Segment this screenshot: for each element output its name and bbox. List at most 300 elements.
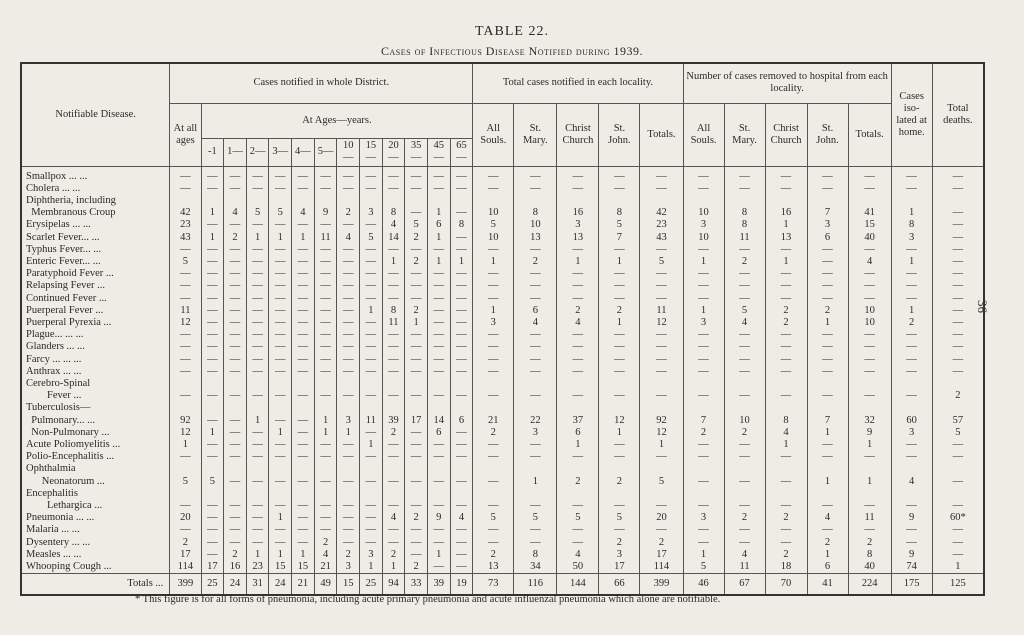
value-cell: 1 <box>640 439 683 451</box>
value-cell <box>807 195 848 207</box>
value-cell: — <box>405 329 428 341</box>
value-cell <box>201 378 224 390</box>
value-cell: — <box>170 451 201 463</box>
value-cell: 40 <box>848 561 891 574</box>
value-cell: 60 <box>891 415 932 427</box>
value-cell: — <box>514 280 557 292</box>
value-cell: — <box>201 219 224 231</box>
value-cell: — <box>382 390 405 402</box>
value-cell: 12 <box>170 427 201 439</box>
value-cell: 1 <box>557 256 599 268</box>
value-cell: — <box>360 329 383 341</box>
value-cell: 70 <box>765 574 807 596</box>
table-row <box>21 537 984 549</box>
value-cell: — <box>224 476 247 488</box>
value-cell: — <box>360 341 383 353</box>
page-number: 36 <box>975 300 990 313</box>
value-cell: — <box>557 341 599 353</box>
value-cell: — <box>405 451 428 463</box>
value-cell: — <box>405 524 428 536</box>
value-cell <box>269 378 292 390</box>
value-cell <box>405 402 428 414</box>
value-cell: — <box>807 451 848 463</box>
value-cell: — <box>337 341 360 353</box>
value-cell: — <box>224 219 247 231</box>
value-cell: — <box>891 293 932 305</box>
table-row <box>21 500 984 512</box>
value-cell: — <box>382 329 405 341</box>
value-cell: — <box>224 305 247 317</box>
value-cell: — <box>269 451 292 463</box>
value-cell: — <box>292 268 315 280</box>
value-cell: — <box>765 537 807 549</box>
value-cell: — <box>807 244 848 256</box>
value-cell: — <box>640 390 683 402</box>
value-cell: 10 <box>473 232 514 244</box>
value-cell: — <box>450 207 473 219</box>
value-cell: — <box>557 390 599 402</box>
value-cell: 24 <box>224 574 247 596</box>
value-cell: — <box>450 268 473 280</box>
value-cell: 17 <box>599 561 640 574</box>
value-cell: — <box>246 293 269 305</box>
value-cell: — <box>427 268 450 280</box>
age-group-header: 20— <box>382 138 405 166</box>
value-cell: — <box>314 366 337 378</box>
value-cell: — <box>724 500 765 512</box>
removed-locality-header: Christ Church <box>765 103 807 166</box>
value-cell: — <box>269 293 292 305</box>
value-cell: 2 <box>932 390 984 402</box>
table-body <box>21 166 984 595</box>
value-cell: — <box>382 476 405 488</box>
total-deaths-header: Total deaths. <box>932 63 984 166</box>
disease-name-cell: Continued Fever ... <box>21 293 170 305</box>
value-cell: 23 <box>170 219 201 231</box>
value-cell: — <box>360 512 383 524</box>
value-cell: — <box>640 341 683 353</box>
value-cell: — <box>640 354 683 366</box>
value-cell: — <box>473 280 514 292</box>
value-cell: 2 <box>724 512 765 524</box>
value-cell: 11 <box>724 561 765 574</box>
value-cell: 4 <box>314 549 337 561</box>
value-cell: — <box>382 354 405 366</box>
value-cell: 15 <box>292 561 315 574</box>
value-cell: — <box>724 166 765 183</box>
value-cell: — <box>557 293 599 305</box>
value-cell: — <box>337 305 360 317</box>
value-cell <box>640 402 683 414</box>
value-cell <box>724 402 765 414</box>
value-cell: — <box>337 166 360 183</box>
value-cell: 114 <box>640 561 683 574</box>
value-cell: 24 <box>269 574 292 596</box>
value-cell: 11 <box>382 317 405 329</box>
value-cell: — <box>314 317 337 329</box>
value-cell: — <box>557 244 599 256</box>
value-cell: 1 <box>337 427 360 439</box>
value-cell: — <box>314 268 337 280</box>
value-cell: — <box>765 244 807 256</box>
table-row <box>21 329 984 341</box>
value-cell: 67 <box>724 574 765 596</box>
value-cell: — <box>246 451 269 463</box>
value-cell: — <box>292 341 315 353</box>
value-cell: — <box>640 293 683 305</box>
table-row <box>21 341 984 353</box>
value-cell: — <box>360 268 383 280</box>
value-cell: — <box>269 500 292 512</box>
disease-name-cell: Scarlet Fever... ... <box>21 232 170 244</box>
value-cell: 1 <box>765 256 807 268</box>
value-cell: — <box>807 329 848 341</box>
value-cell: — <box>360 524 383 536</box>
value-cell: 7 <box>807 207 848 219</box>
value-cell: 2 <box>224 232 247 244</box>
value-cell <box>382 463 405 475</box>
value-cell: — <box>337 244 360 256</box>
table-row <box>21 268 984 280</box>
value-cell: — <box>765 341 807 353</box>
value-cell: 5 <box>170 476 201 488</box>
value-cell: — <box>427 244 450 256</box>
table-title: TABLE 22. <box>475 24 549 39</box>
notifiable-disease-header: Notifiable Disease. <box>21 63 170 166</box>
value-cell: — <box>932 183 984 195</box>
value-cell: 4 <box>848 256 891 268</box>
value-cell: — <box>201 537 224 549</box>
value-cell: 8 <box>514 207 557 219</box>
value-cell: 3 <box>337 561 360 574</box>
value-cell: 1 <box>765 439 807 451</box>
value-cell: 1 <box>269 512 292 524</box>
value-cell <box>599 195 640 207</box>
value-cell: 9 <box>891 512 932 524</box>
value-cell: 3 <box>514 427 557 439</box>
value-cell: — <box>891 439 932 451</box>
value-cell: — <box>427 439 450 451</box>
value-cell: 6 <box>557 427 599 439</box>
value-cell: — <box>514 500 557 512</box>
value-cell: 1 <box>405 317 428 329</box>
value-cell: — <box>891 390 932 402</box>
value-cell: 5 <box>405 219 428 231</box>
value-cell <box>314 195 337 207</box>
value-cell <box>724 195 765 207</box>
value-cell: 11 <box>848 512 891 524</box>
value-cell: 224 <box>848 574 891 596</box>
value-cell: 2 <box>891 317 932 329</box>
value-cell: 4 <box>891 476 932 488</box>
value-cell: — <box>314 390 337 402</box>
value-cell: 14 <box>382 232 405 244</box>
value-cell: — <box>932 244 984 256</box>
value-cell: — <box>599 293 640 305</box>
value-cell: — <box>360 317 383 329</box>
value-cell: 7 <box>683 415 724 427</box>
value-cell: — <box>848 341 891 353</box>
value-cell: — <box>640 329 683 341</box>
value-cell <box>246 195 269 207</box>
value-cell: 20 <box>170 512 201 524</box>
value-cell: 11 <box>360 415 383 427</box>
value-cell <box>599 463 640 475</box>
value-cell: — <box>450 329 473 341</box>
value-cell <box>891 488 932 500</box>
value-cell: 2 <box>807 305 848 317</box>
value-cell <box>337 488 360 500</box>
value-cell <box>314 378 337 390</box>
value-cell: 8 <box>382 305 405 317</box>
value-cell: — <box>292 244 315 256</box>
value-cell: 8 <box>765 415 807 427</box>
value-cell: — <box>269 415 292 427</box>
value-cell: 2 <box>848 537 891 549</box>
value-cell: — <box>292 219 315 231</box>
value-cell: — <box>224 512 247 524</box>
table-subtitle: Cases of Infectious Disease Notified during 1939. <box>381 44 643 58</box>
value-cell: 5 <box>599 512 640 524</box>
value-cell: — <box>360 293 383 305</box>
value-cell: 94 <box>382 574 405 596</box>
value-cell: 2 <box>724 427 765 439</box>
value-cell: — <box>724 280 765 292</box>
value-cell: — <box>360 390 383 402</box>
value-cell: — <box>382 451 405 463</box>
value-cell: — <box>599 451 640 463</box>
value-cell: 2 <box>599 305 640 317</box>
value-cell: — <box>557 280 599 292</box>
value-cell: — <box>269 537 292 549</box>
value-cell: 11 <box>724 232 765 244</box>
value-cell: — <box>337 293 360 305</box>
value-cell: — <box>382 166 405 183</box>
value-cell <box>224 488 247 500</box>
value-cell <box>932 195 984 207</box>
value-cell: — <box>246 439 269 451</box>
value-cell: — <box>599 244 640 256</box>
value-cell: — <box>170 524 201 536</box>
value-cell: — <box>224 439 247 451</box>
value-cell: 4 <box>337 232 360 244</box>
value-cell: 1 <box>427 549 450 561</box>
value-cell: 1 <box>932 561 984 574</box>
disease-name-cell: Totals ... <box>21 574 170 596</box>
value-cell: 11 <box>170 305 201 317</box>
value-cell: — <box>170 280 201 292</box>
value-cell: — <box>337 390 360 402</box>
value-cell: — <box>891 354 932 366</box>
value-cell: — <box>514 341 557 353</box>
value-cell: 3 <box>683 512 724 524</box>
value-cell: — <box>246 219 269 231</box>
value-cell: — <box>683 166 724 183</box>
table-row <box>21 561 984 574</box>
value-cell: — <box>405 354 428 366</box>
value-cell: — <box>724 390 765 402</box>
value-cell: — <box>314 451 337 463</box>
value-cell: — <box>891 500 932 512</box>
value-cell: — <box>201 183 224 195</box>
locality-header: All Souls. <box>473 103 514 166</box>
value-cell <box>246 378 269 390</box>
value-cell: — <box>292 166 315 183</box>
value-cell: 2 <box>765 305 807 317</box>
value-cell: — <box>683 183 724 195</box>
value-cell: — <box>269 280 292 292</box>
value-cell <box>405 488 428 500</box>
value-cell <box>848 488 891 500</box>
value-cell: — <box>450 549 473 561</box>
value-cell: — <box>382 341 405 353</box>
value-cell: — <box>514 293 557 305</box>
value-cell: — <box>337 268 360 280</box>
value-cell: — <box>337 500 360 512</box>
value-cell: — <box>170 500 201 512</box>
value-cell: — <box>724 524 765 536</box>
value-cell: — <box>269 354 292 366</box>
value-cell: 15 <box>337 574 360 596</box>
value-cell <box>427 488 450 500</box>
value-cell: — <box>224 293 247 305</box>
value-cell: 4 <box>514 317 557 329</box>
value-cell: — <box>683 280 724 292</box>
value-cell <box>724 463 765 475</box>
value-cell: 2 <box>765 549 807 561</box>
value-cell: 5 <box>473 512 514 524</box>
value-cell <box>848 463 891 475</box>
value-cell: 1 <box>427 256 450 268</box>
value-cell: 25 <box>360 574 383 596</box>
disease-name-cell: Puerperal Fever ... <box>21 305 170 317</box>
value-cell <box>557 195 599 207</box>
value-cell: — <box>246 166 269 183</box>
table-row <box>21 293 984 305</box>
value-cell: 3 <box>557 219 599 231</box>
value-cell: — <box>599 500 640 512</box>
value-cell: — <box>427 354 450 366</box>
value-cell <box>201 402 224 414</box>
value-cell: 3 <box>891 427 932 439</box>
value-cell: — <box>473 476 514 488</box>
value-cell: — <box>640 451 683 463</box>
value-cell: — <box>337 280 360 292</box>
value-cell: — <box>450 183 473 195</box>
value-cell: 5 <box>269 207 292 219</box>
disease-name-cell: Diphtheria, including <box>21 195 170 207</box>
value-cell: — <box>932 366 984 378</box>
age-group-header: 5— <box>314 138 337 166</box>
value-cell: — <box>514 183 557 195</box>
value-cell: — <box>724 183 765 195</box>
value-cell: 5 <box>599 219 640 231</box>
value-cell: 3 <box>599 549 640 561</box>
value-cell: 41 <box>807 574 848 596</box>
value-cell: 2 <box>640 537 683 549</box>
value-cell: — <box>807 280 848 292</box>
value-cell: 1 <box>891 207 932 219</box>
value-cell: — <box>337 256 360 268</box>
value-cell <box>891 402 932 414</box>
value-cell: — <box>450 317 473 329</box>
value-cell: 31 <box>246 574 269 596</box>
value-cell: — <box>382 183 405 195</box>
value-cell: — <box>292 524 315 536</box>
value-cell: — <box>405 244 428 256</box>
value-cell: — <box>599 280 640 292</box>
value-cell: — <box>932 524 984 536</box>
value-cell: — <box>314 293 337 305</box>
value-cell: 1 <box>557 439 599 451</box>
value-cell: 4 <box>557 317 599 329</box>
value-cell <box>599 488 640 500</box>
value-cell: — <box>891 280 932 292</box>
value-cell: 5 <box>640 476 683 488</box>
value-cell: — <box>427 293 450 305</box>
value-cell: — <box>848 500 891 512</box>
value-cell: — <box>201 166 224 183</box>
value-cell: — <box>473 329 514 341</box>
value-cell: — <box>683 329 724 341</box>
value-cell: — <box>360 256 383 268</box>
value-cell: 13 <box>473 561 514 574</box>
value-cell: — <box>405 427 428 439</box>
value-cell: — <box>269 219 292 231</box>
value-cell: 2 <box>224 549 247 561</box>
value-cell: — <box>932 293 984 305</box>
value-cell: — <box>473 354 514 366</box>
value-cell: 3 <box>360 207 383 219</box>
value-cell <box>269 488 292 500</box>
value-cell <box>360 378 383 390</box>
value-cell: — <box>807 390 848 402</box>
value-cell: — <box>473 390 514 402</box>
value-cell: 2 <box>599 537 640 549</box>
value-cell: — <box>765 166 807 183</box>
value-cell <box>683 402 724 414</box>
disease-name-cell: Fever ... <box>21 390 170 402</box>
value-cell: — <box>292 256 315 268</box>
value-cell: — <box>683 341 724 353</box>
value-cell: — <box>201 329 224 341</box>
value-cell: 1 <box>891 256 932 268</box>
value-cell: — <box>201 354 224 366</box>
value-cell: — <box>427 366 450 378</box>
age-group-header: 15— <box>360 138 383 166</box>
table-row <box>21 512 984 524</box>
value-cell: 5 <box>360 232 383 244</box>
value-cell: — <box>557 183 599 195</box>
value-cell: — <box>450 244 473 256</box>
value-cell <box>292 195 315 207</box>
value-cell: 19 <box>450 574 473 596</box>
each-locality-header: Total cases notified in each locality. <box>473 63 683 103</box>
value-cell <box>427 402 450 414</box>
value-cell: 1 <box>382 256 405 268</box>
value-cell: — <box>848 366 891 378</box>
value-cell: — <box>170 354 201 366</box>
value-cell <box>382 378 405 390</box>
value-cell: 1 <box>427 207 450 219</box>
value-cell: — <box>337 451 360 463</box>
value-cell: — <box>382 524 405 536</box>
value-cell: — <box>337 439 360 451</box>
value-cell <box>807 402 848 414</box>
table-row <box>21 378 984 390</box>
age-group-header: 2— <box>246 138 269 166</box>
value-cell: 2 <box>557 305 599 317</box>
